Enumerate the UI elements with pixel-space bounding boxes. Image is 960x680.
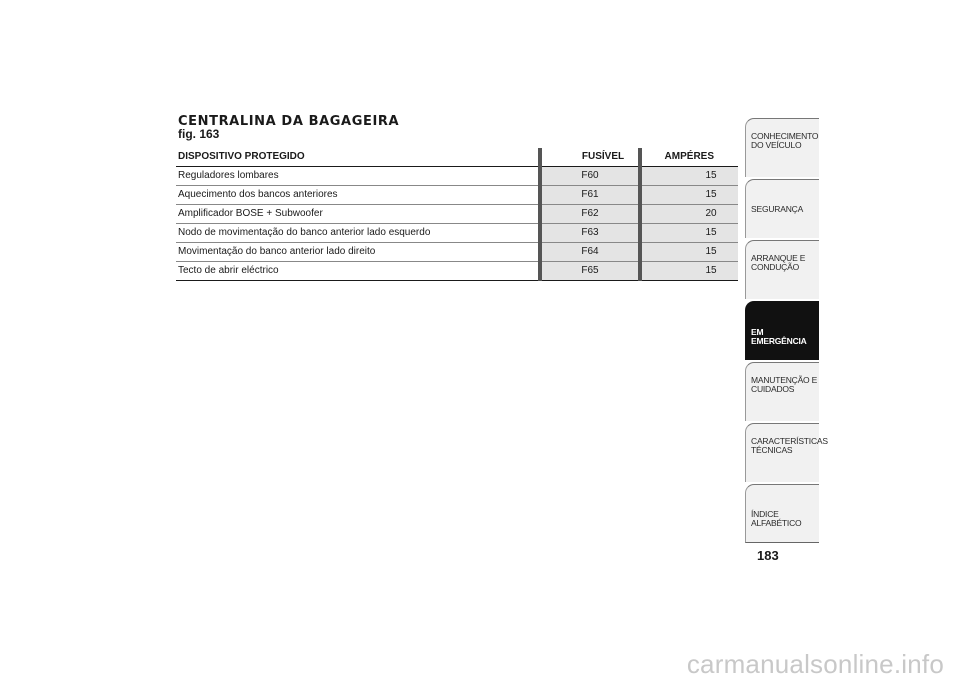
figure-reference: fig. 163 — [178, 127, 220, 141]
table-row — [176, 166, 738, 185]
table-row — [176, 242, 738, 261]
header-amperes: AMPÉRES — [640, 148, 738, 166]
header-device: DISPOSITIVO PROTEGIDO — [176, 148, 540, 166]
device-cell: Amplificador BOSE + Subwoofer — [176, 204, 540, 223]
fuse-cell: F64 — [540, 242, 640, 261]
page-number: 183 — [757, 548, 779, 563]
device-cell: Reguladores lombares — [176, 166, 540, 185]
amperes-cell: 15 — [640, 242, 738, 261]
tab-conhecimento-do-veiculo[interactable]: CONHECIMENTO DO VEÍCULO — [745, 118, 819, 177]
watermark: carmanualsonline.info — [686, 649, 944, 679]
amperes-cell: 15 — [640, 223, 738, 242]
fuse-table — [176, 148, 738, 281]
amperes-cell: 15 — [640, 185, 738, 204]
table-row — [176, 185, 738, 204]
amperes-cell: 20 — [640, 204, 738, 223]
device-cell: Aquecimento dos bancos anteriores — [176, 185, 540, 204]
amperes-cell: 15 — [640, 261, 738, 280]
device-cell: Movimentação do banco anterior lado direito — [176, 242, 540, 261]
table-row — [176, 223, 738, 242]
header-fuse: FUSÍVEL — [540, 148, 640, 166]
device-cell: Nodo de movimentação do banco anterior lado esquerdo — [176, 223, 540, 242]
fuse-cell: F60 — [540, 166, 640, 185]
tab-indice-alfabetico[interactable]: ÍNDICE ALFABÉTICO — [745, 484, 819, 543]
amperes-cell: 15 — [640, 166, 738, 185]
section-title: CENTRALINA DA BAGAGEIRA — [178, 114, 400, 129]
fuse-cell: F61 — [540, 185, 640, 204]
tab-manutencao-e-cuidados[interactable]: MANUTENÇÃO E CUIDADOS — [745, 362, 819, 421]
chapter-tabs — [745, 118, 828, 545]
tab-em-emergencia[interactable]: EM EMERGÊNCIA — [745, 301, 819, 360]
tab-seguranca[interactable]: SEGURANÇA — [745, 179, 819, 238]
fuse-cell: F65 — [540, 261, 640, 280]
table-row — [176, 261, 738, 280]
table-row — [176, 204, 738, 223]
fuse-cell: F62 — [540, 204, 640, 223]
table-header-row — [176, 148, 738, 166]
tab-arranque-e-conducao[interactable]: ARRANQUE E CONDUÇÃO — [745, 240, 819, 299]
fuse-cell: F63 — [540, 223, 640, 242]
device-cell: Tecto de abrir eléctrico — [176, 261, 540, 280]
tab-caracteristicas-tecnicas[interactable]: CARACTERÍSTICAS TÉCNICAS — [745, 423, 819, 482]
